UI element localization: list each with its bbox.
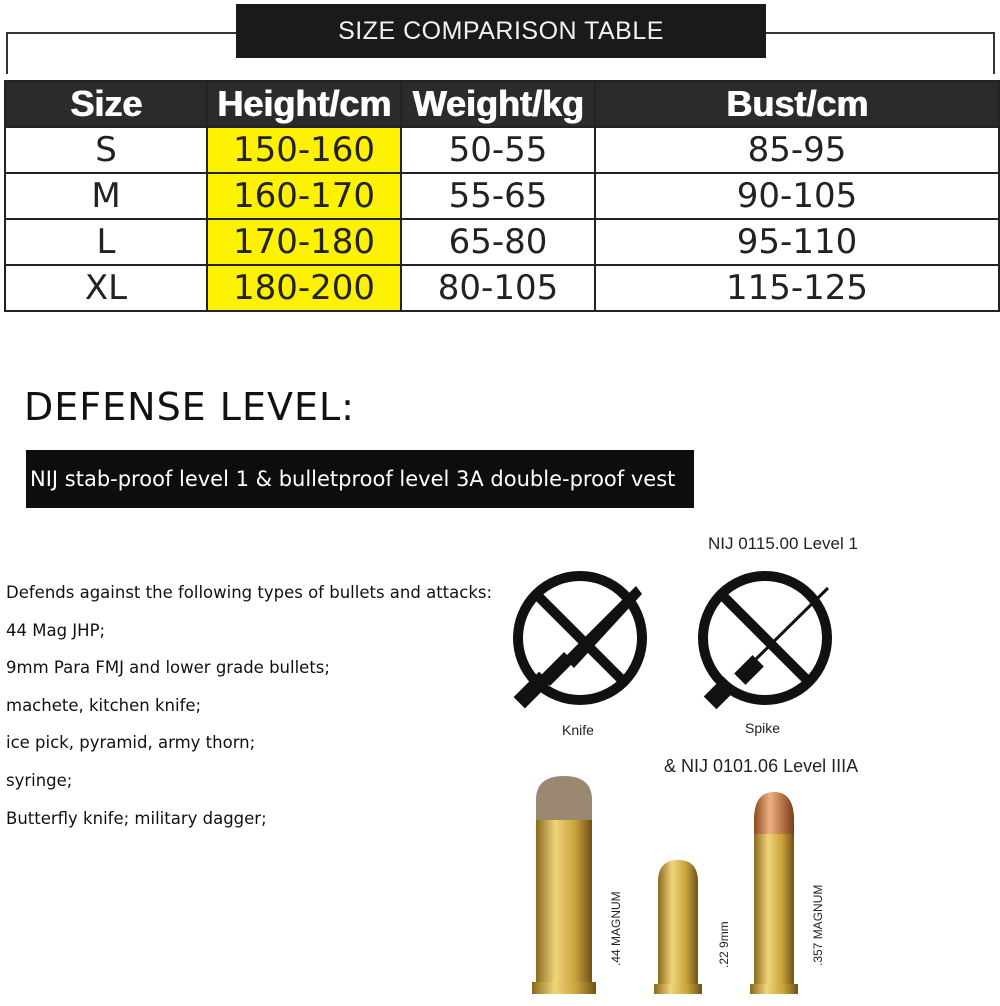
- size-cell: XL: [5, 265, 207, 311]
- 357-magnum-bullet-icon: [750, 792, 798, 994]
- ballistic-standard-label: & NIJ 0101.06 Level IIIA: [664, 756, 859, 776]
- height-cell: 170-180: [207, 219, 401, 265]
- bullet-illustration: [500, 770, 830, 1002]
- caliber-label-9mm: .22 9mm: [717, 921, 731, 968]
- weight-cell: 80-105: [401, 265, 595, 311]
- height-cell: 180-200: [207, 265, 401, 311]
- list-item: 44 Mag JHP;: [6, 620, 106, 640]
- bust-cell: 95-110: [595, 219, 999, 265]
- no-knife-icon: [514, 576, 642, 708]
- column-header: Size: [5, 81, 207, 127]
- column-header: Bust/cm: [595, 81, 999, 127]
- height-cell: 150-160: [207, 127, 401, 173]
- weight-cell: 55-65: [401, 173, 595, 219]
- bust-cell: 90-105: [595, 173, 999, 219]
- size-table: [4, 80, 1000, 312]
- weight-cell: 50-55: [401, 127, 595, 173]
- defense-level-title: DEFENSE LEVEL:: [24, 385, 355, 429]
- knife-icon-label: Knife: [562, 722, 594, 738]
- header-bracket-left: [6, 32, 238, 74]
- column-header: Height/cm: [207, 81, 401, 127]
- column-header: Weight/kg: [401, 81, 595, 127]
- caliber-label-44: .44 MAGNUM: [609, 891, 623, 966]
- table-row: [5, 173, 999, 219]
- height-cell: 160-170: [207, 173, 401, 219]
- header-bracket-right: [765, 32, 995, 74]
- defense-level-banner: NIJ stab-proof level 1 & bulletproof level 3A double-proof vest: [26, 450, 694, 508]
- size-cell: M: [5, 173, 207, 219]
- table-header-row: [5, 81, 999, 127]
- list-item: machete, kitchen knife;: [6, 695, 202, 715]
- stab-standard-label: NIJ 0115.00 Level 1: [708, 534, 858, 553]
- size-cell: L: [5, 219, 207, 265]
- list-item: 9mm Para FMJ and lower grade bullets;: [6, 658, 330, 678]
- table-row: [5, 265, 999, 311]
- list-item: ice pick, pyramid, army thorn;: [6, 733, 256, 753]
- 9mm-bullet-icon: [654, 860, 702, 994]
- list-item: syringe;: [6, 770, 73, 790]
- list-item: Butterfly knife; military dagger;: [6, 808, 267, 828]
- attack-list: [6, 580, 492, 843]
- weight-cell: 65-80: [401, 219, 595, 265]
- no-spike-icon: [703, 576, 828, 709]
- list-item: Defends against the following types of bullets and attacks:: [6, 583, 493, 602]
- table-row: [5, 219, 999, 265]
- bust-cell: 85-95: [595, 127, 999, 173]
- size-cell: S: [5, 127, 207, 173]
- size-table-title: SIZE COMPARISON TABLE: [236, 4, 766, 58]
- bust-cell: 115-125: [595, 265, 999, 311]
- prohibition-icons: [500, 570, 840, 730]
- table-row: [5, 127, 999, 173]
- caliber-label-357: .357 MAGNUM: [811, 884, 825, 966]
- 44-magnum-bullet-icon: [532, 776, 596, 994]
- spike-icon-label: Spike: [745, 720, 781, 736]
